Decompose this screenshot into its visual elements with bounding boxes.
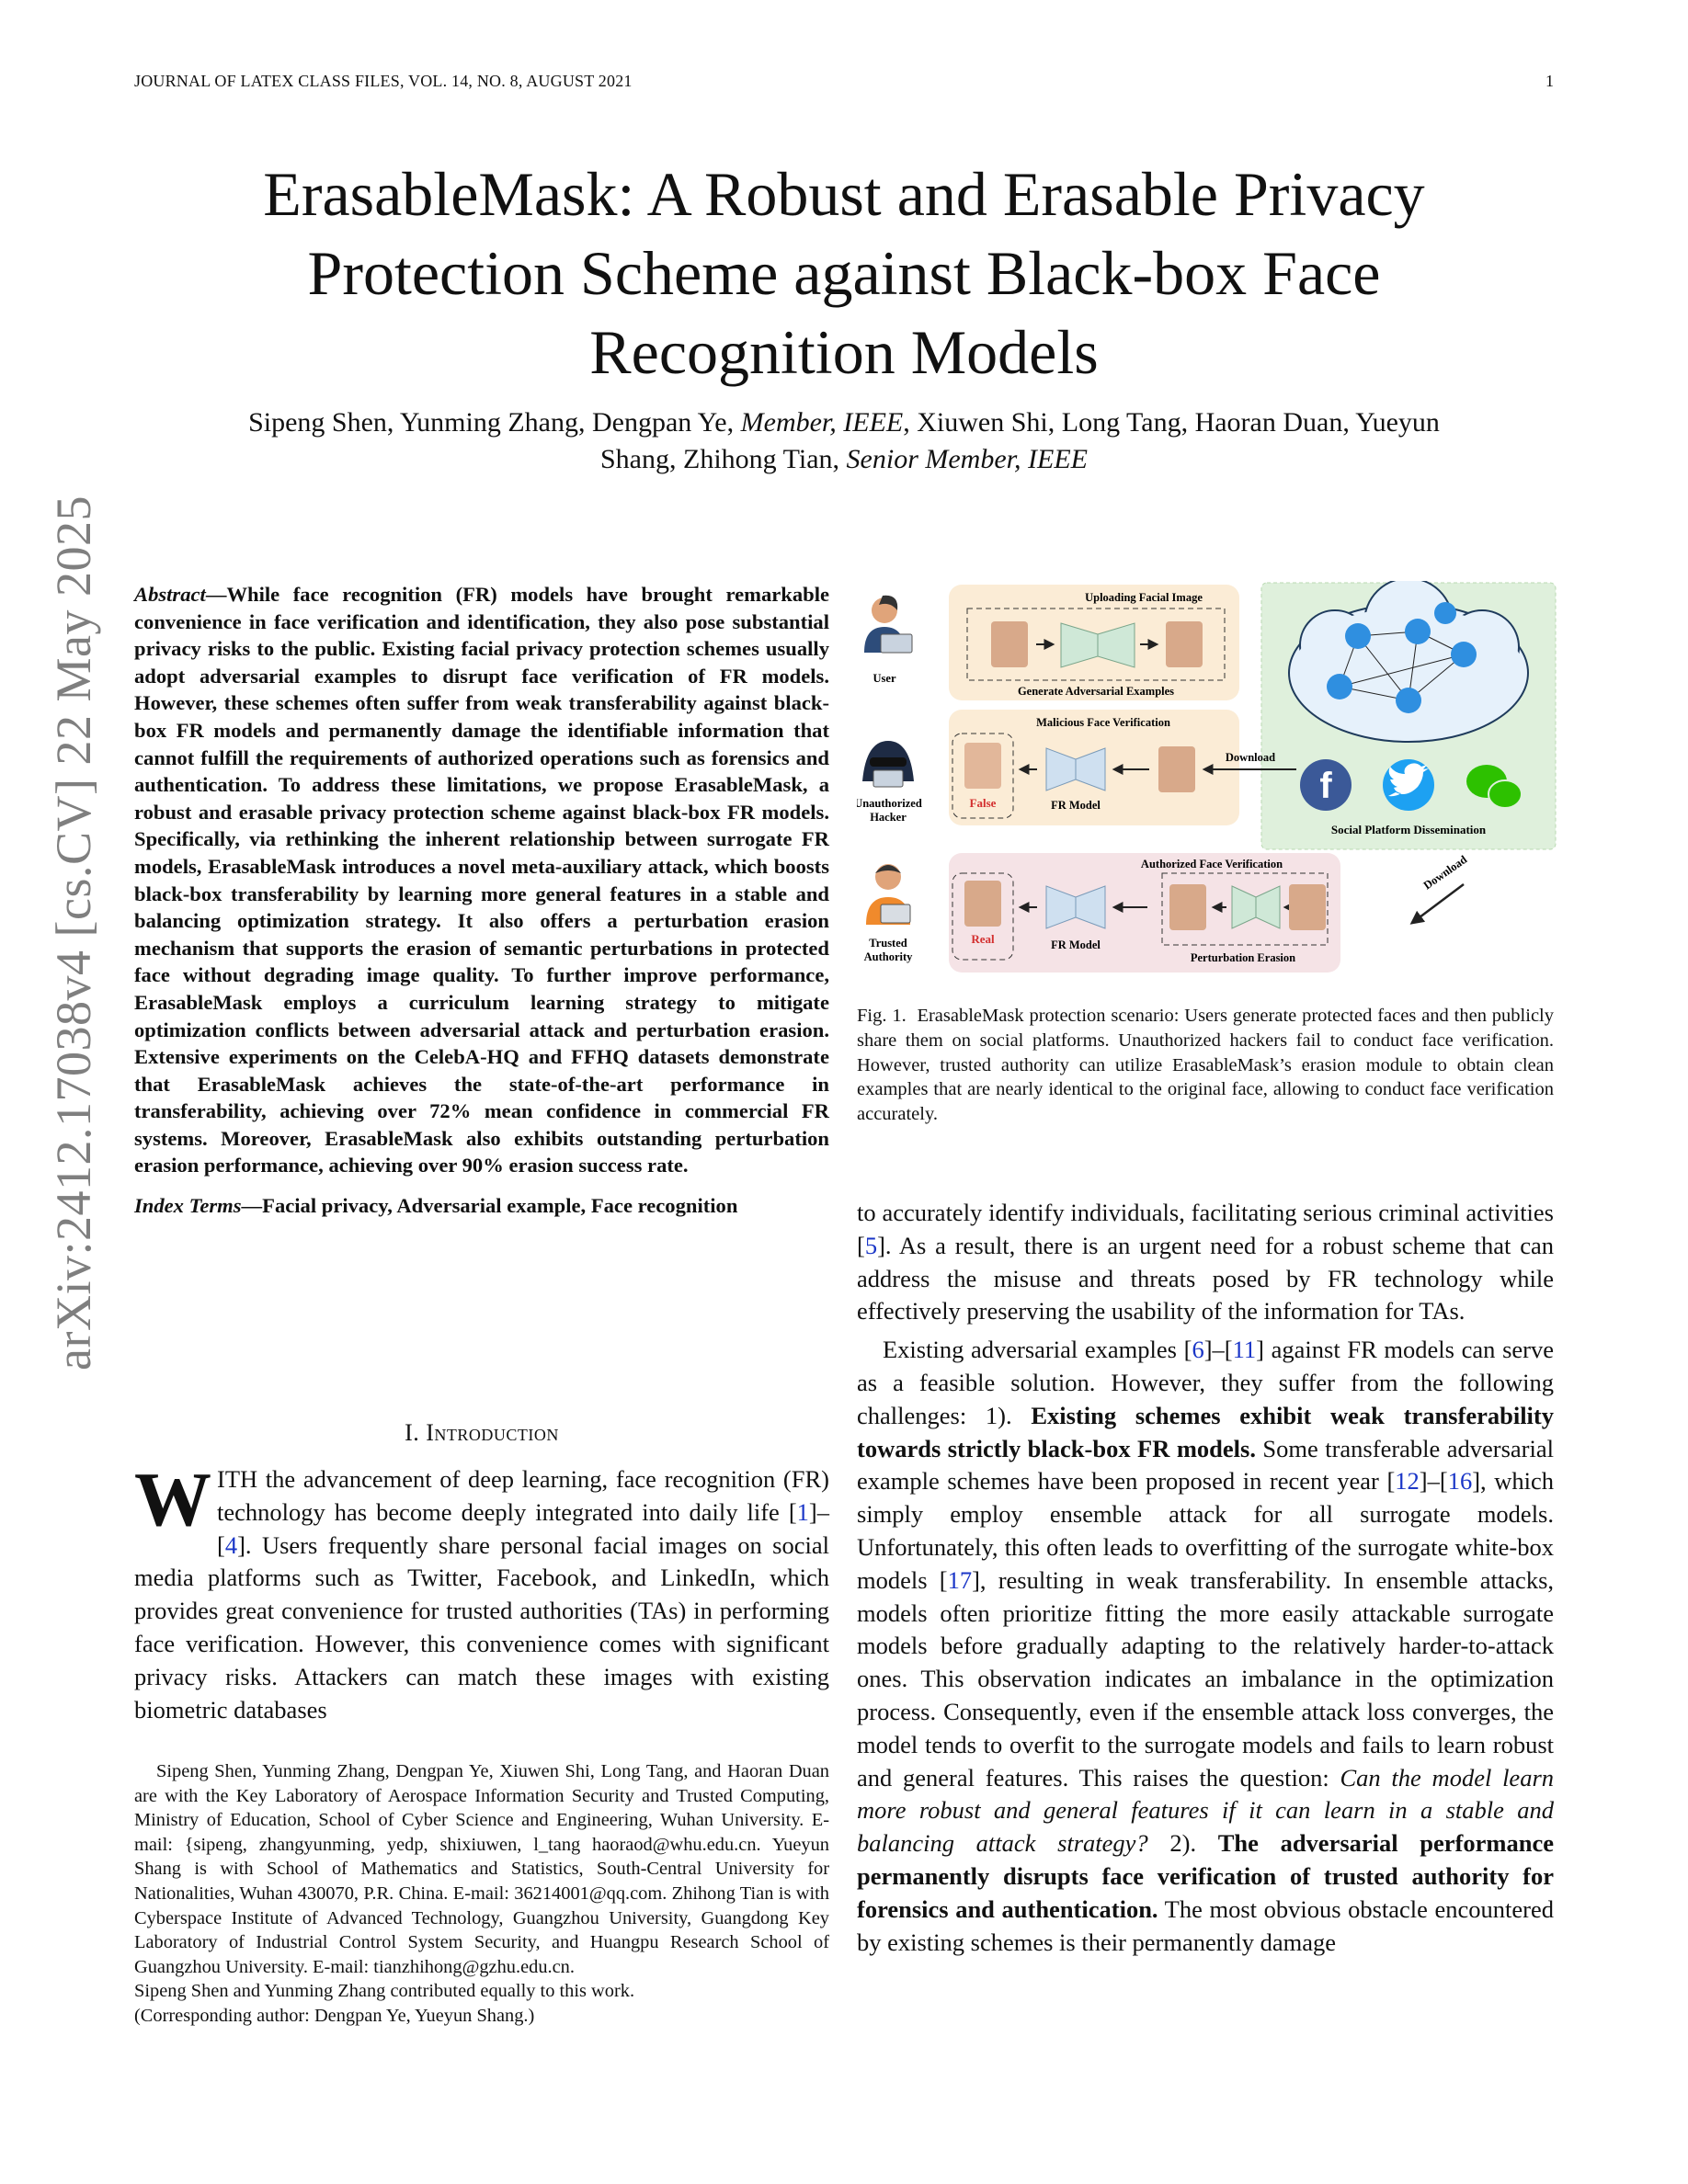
intro-text-c: ]. Users frequently share personal facial images on social media platforms such as Twitter, Facebook, and LinkedIn, which provides great convenience for trusted authorities (TAs) in performing face verification. However, this convenience comes with significant privacy risks. Attackers can match these images with existing biometric databases: [134, 1530, 829, 1723]
index-terms-text: —Facial privacy, Adversarial example, Face recognition: [241, 1194, 738, 1218]
arxiv-stamp: arXiv:2412.17038v4 [cs.CV] 22 May 2025: [46, 495, 101, 1371]
malicious-label: Malicious Face Verification: [1036, 716, 1170, 729]
real-label: Real: [971, 932, 995, 946]
intro-text: [134, 1457, 829, 1726]
intro-text-b: ]–[: [217, 1497, 829, 1559]
right-paragraph-1: [857, 1197, 1554, 1328]
hacker-label-2: Hacker: [870, 811, 907, 824]
emphasis-bold: The adversarial performance permanently disrupts face verification of trusted authority for forensics and authentication.: [857, 1829, 1554, 1923]
upload-label: Uploading Facial Image: [1085, 591, 1203, 604]
text-span: ]–[: [1203, 1336, 1233, 1364]
authors-part-2: , Xiuwen Shi, Long Tang, Haoran Duan, Yueyun: [903, 407, 1440, 438]
emphasis-bold: Existing schemes exhibit weak transferability towards strictly black-box FR models.: [857, 1401, 1554, 1462]
footnote-corresponding: (Corresponding author: Dengpan Ye, Yueyun Shang.): [134, 2005, 535, 2026]
authors-part-1: Sipeng Shen, Yunming Zhang, Dengpan Ye,: [248, 407, 741, 438]
intro-paragraph: [134, 1457, 829, 1726]
abstract-block: [134, 581, 829, 1220]
title-line-2: Protection Scheme against Black-box Face: [307, 238, 1381, 308]
emphasis-italic: Can the model learn more robust and general features if it can learn in a stable and balancing attack strategy?: [857, 1763, 1555, 1858]
citation-link[interactable]: 16: [1447, 1467, 1473, 1496]
authors-role-2: Senior Member, IEEE: [846, 444, 1088, 474]
abstract-lead: Abstract: [134, 583, 206, 606]
generate-label: Generate Adversarial Examples: [1017, 685, 1175, 698]
right-column-text: [857, 1197, 1554, 1959]
user-icon: [864, 596, 912, 653]
user-label: User: [873, 672, 896, 685]
citation-link[interactable]: 6: [1192, 1336, 1204, 1364]
erased-face: [1169, 884, 1206, 930]
citation-link[interactable]: 12: [1395, 1467, 1420, 1496]
citation-link[interactable]: 1: [796, 1497, 809, 1526]
downloaded-face: [1158, 746, 1195, 792]
authorized-label: Authorized Face Verification: [1140, 858, 1283, 870]
caption-text: ErasableMask protection scenario: Users generate protected faces and then publicly share them on social platforms. Unauthorized hackers fail to conduct face verification. However, trusted authority can utilize ErasableMask’s erasion module to obtain clean examples that are nearly identical to the original face, allowing to conduct face verification accurately.: [857, 1006, 1554, 1125]
hacker-label-1: Unauthorized: [857, 797, 922, 810]
intro-text-a: ITH the advancement of deep learning, face recognition (FR) technology has become deeply integrated into daily life [: [217, 1465, 829, 1526]
text-span: ]–[: [1419, 1467, 1448, 1496]
social-platform-label: Social Platform Dissemination: [1330, 823, 1487, 836]
figure-caption: [857, 1004, 1554, 1127]
section-heading: [134, 1419, 829, 1447]
title-line-1: ErasableMask: A Robust and Erasable Privacy: [263, 159, 1425, 229]
caption-label: Fig. 1.: [857, 1006, 907, 1026]
abstract-text: —While face recognition (FR) models have brought remarkable convenience in face verification and identification, they also pose substantial privacy risks to the public. Existing facial privacy protection schemes usually adopt adversarial examples to disrupt face verification of FR models. However, these schemes often suffer from weak transferability against black-box FR models and permanently damage the identifiable information that cannot fulfill the requirements of authorized operations such as forensics and authentication. To address these limitations, we propose ErasableMask, a robust and erasable privacy protection scheme against black-box FR models. Specifically, via rethinking the inherent relationship between surrogate FR models, ErasableMask introduces a novel meta-auxiliary attack, which boosts black-box transferability by learning more general features in a stable and balancing optimization strategy. It also offers a perturbation erasion mechanism that supports the erasion of semantic perturbations in protected face without degrading image quality. To further improve performance, ErasableMask employs a curriculum learning strategy to mitigate optimization conflicts between adversarial attack and perturbation erasion. Extensive experiments on the CelebA-HQ and FFHQ datasets demonstrate that ErasableMask achieves the state-of-the-art performance in transferability, achieving over 72% mean confidence in commercial FR systems. Moreover, ErasableMask also exhibits outstanding perturbation erasion performance, achieving over 90% erasion success rate.: [134, 583, 829, 1177]
facebook-icon: [1300, 759, 1352, 811]
abstract: [134, 581, 829, 1179]
text-span: 2).: [1147, 1829, 1218, 1858]
drop-cap: W: [134, 1457, 211, 1542]
section-title: Introduction: [426, 1419, 559, 1446]
text-span: The most obvious obstacle encountered by existing schemes is their permanently damage: [857, 1894, 1554, 1956]
trusted-label-2: Authority: [863, 950, 913, 963]
author-footnote: [134, 1759, 829, 2029]
fr-model-label-2: FR Model: [1051, 938, 1101, 951]
footnote-equal-contribution: Sipeng Shen and Yunming Zhang contributed equally to this work.: [134, 1981, 635, 2002]
trusted-authority-icon: [866, 864, 910, 925]
text-span: ], resulting in weak transferability. In ensemble attacks, models often prioritize fitting the more easily attackable surrogate models before gradually adapting to the relatively harder-to-attack ones. This observation indicates an imbalance in the optimization process. Consequently, even if the ensemble attack loss converges, the model tends to overfit to the surrogate models and fails to learn robust and general features. This raises the question:: [857, 1565, 1555, 1792]
text-span: Some transferable adversarial example schemes have been proposed in recent year [: [857, 1434, 1554, 1496]
download-label-1: Download: [1225, 751, 1276, 764]
twitter-icon: [1383, 759, 1434, 811]
trusted-label-1: Trusted: [869, 937, 907, 950]
author-list: [134, 404, 1554, 478]
figure-1: [857, 581, 1557, 982]
paper-title: [134, 154, 1554, 392]
text-span: Existing adversarial examples [: [883, 1336, 1192, 1364]
download-label-2: Download: [1420, 852, 1470, 893]
original-face: [991, 621, 1028, 667]
protected-face-2: [1289, 884, 1326, 930]
index-terms-lead: Index Terms: [134, 1194, 242, 1218]
text-span: ], which simply employ ensemble attack for all surrogate models. Unfortunately, this often leads to overfitting of the surrogate white-box models [: [857, 1467, 1554, 1594]
hacker-icon: [862, 741, 914, 787]
title-block: [134, 154, 1554, 478]
citation-link[interactable]: 4: [224, 1530, 238, 1559]
hacker-face: [964, 743, 1001, 789]
fr-model-label-1: FR Model: [1051, 799, 1101, 812]
citation-link[interactable]: 5: [864, 1231, 878, 1259]
right-paragraph-2: [857, 1334, 1554, 1959]
index-terms: [134, 1192, 829, 1220]
section-number: I.: [405, 1419, 420, 1446]
footnote-affiliations: Sipeng Shen, Yunming Zhang, Dengpan Ye, Xiuwen Shi, Long Tang, and Haoran Duan are with the Key Laboratory of Aerospace Information Security and Trusted Computing, Ministry of Education, School of Cyber Science and Engineering, Wuhan University. E-mail: {sipeng, zhangyunming, yedp, shixiuwen, l_tang haoraod@whu.edu.cn. Yueyun Shang is with School of Mathematics and Statistics, South-Central University for Nationalities, Wuhan 430070, P.R. China. E-mail: 36214001@qq.com. Zhihong Tian is with Cyberspace Institute of Advanced Technology, Guangzhou University, Guangdong Key Laboratory of Industrial Control System Security, and Huangpu Research School of Guangzhou University. E-mail: tianzhihong@gzhu.edu.cn.: [134, 1761, 829, 1977]
authors-part-3: Shang, Zhihong Tian,: [600, 444, 847, 474]
text-span: ]. As a result, there is an urgent need for a robust scheme that can address the misuse and threats posed by FR technology while effectively preserving the usability of the information for TAs.: [857, 1231, 1554, 1325]
perturbation-erasion-label: Perturbation Erasion: [1190, 951, 1296, 964]
running-header: JOURNAL OF LATEX CLASS FILES, VOL. 14, NO. 8, AUGUST 2021: [134, 72, 633, 90]
svg-text:f: f: [1319, 766, 1332, 806]
citation-link[interactable]: 17: [947, 1565, 973, 1594]
text-span: ] against FR models can serve as a feasible solution. However, they suffer from the following challenges: 1).: [857, 1336, 1554, 1429]
scenario-diagram: [857, 581, 1557, 982]
false-label: False: [969, 796, 997, 810]
page-number: 1: [1545, 72, 1554, 90]
citation-link[interactable]: 11: [1232, 1336, 1257, 1364]
text-span: to accurately identify individuals, facilitating serious criminal activities [: [857, 1199, 1554, 1259]
restored-face: [964, 881, 1001, 927]
protected-face: [1166, 621, 1203, 667]
title-line-3: Recognition Models: [589, 317, 1099, 387]
authors-role-1: Member, IEEE: [740, 407, 904, 438]
